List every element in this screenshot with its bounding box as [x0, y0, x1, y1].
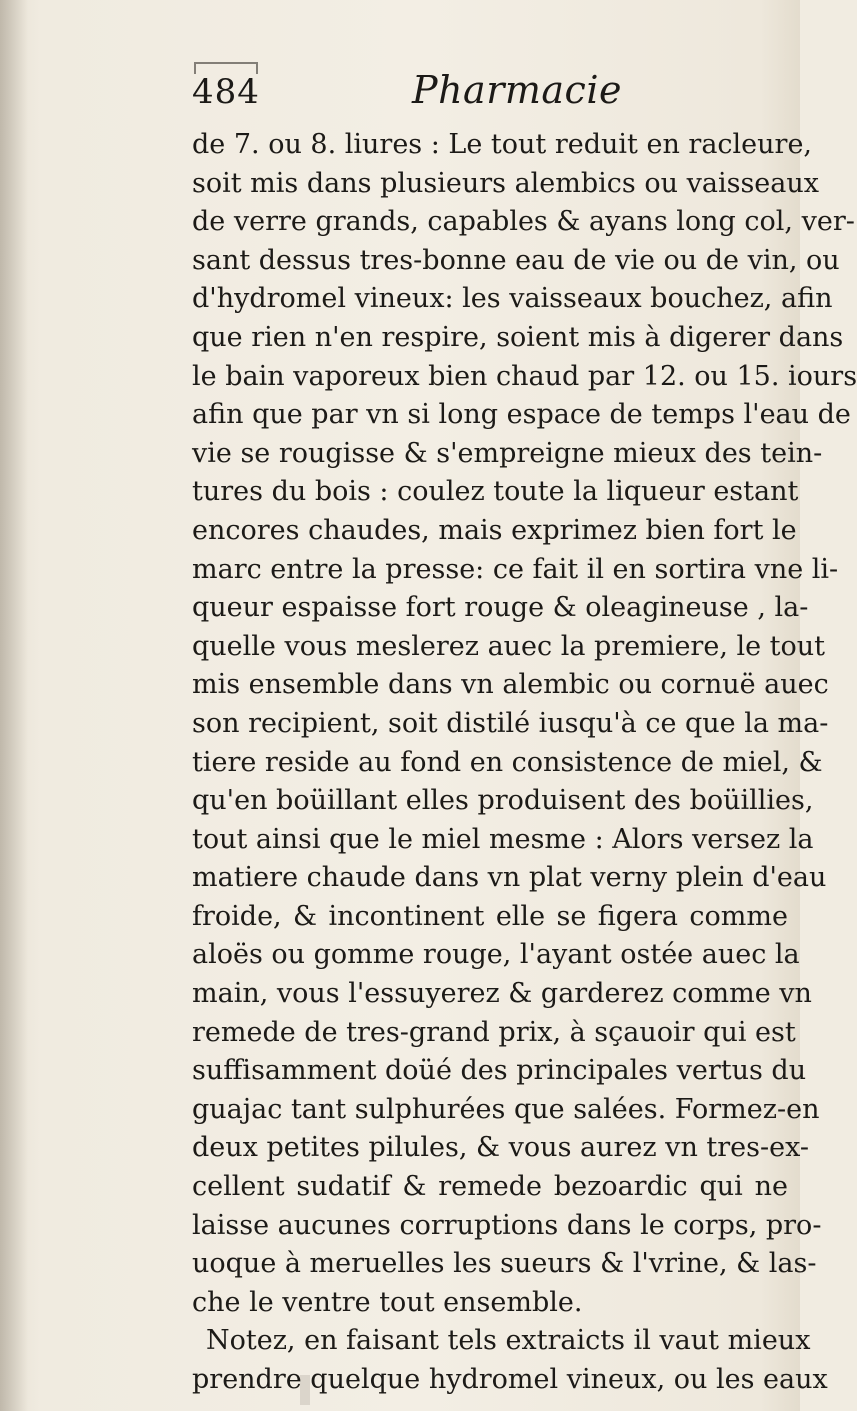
text-line: tiere reside au fond en consistence de miel, &	[192, 746, 823, 778]
text-line: tout ainsi que le miel mesme : Alors versez la	[192, 823, 814, 855]
running-title: Pharmacie	[412, 68, 622, 112]
text-line: son recipient, soit distilé iusqu'à ce que la ma-	[192, 707, 829, 739]
text-line: que rien n'en respire, soient mis à digerer dans	[192, 321, 844, 353]
text-line: guajac tant sulphurées que salées. Formez-en	[192, 1093, 820, 1125]
text-line: remede de tres-grand prix, à sçauoir qui est	[192, 1016, 796, 1048]
body-text	[192, 126, 857, 1400]
text-line: tures du bois : coulez toute la liqueur estant	[192, 476, 799, 508]
paper-smudge	[300, 1375, 310, 1405]
page-edge-shadow	[0, 0, 28, 1411]
text-line: prendre quelque hydromel vineux, ou les eaux	[192, 1364, 828, 1395]
text-line-paragraph-end: che le ventre tout ensemble.	[192, 1286, 583, 1318]
text-line: qu'en boüillant elles produisent des boüillies,	[192, 785, 814, 817]
text-line: uoque à meruelles les sueurs & l'vrine, & las-	[192, 1248, 817, 1280]
text-line: suffisamment doüé des principales vertus du	[192, 1055, 807, 1087]
text-line: deux petites pilules, & vous aurez vn tres-ex-	[192, 1132, 809, 1164]
page-number: 484	[192, 72, 260, 112]
text-line: de verre grands, capables & ayans long col, ver-	[192, 206, 855, 238]
text-line: vie se rougisse & s'empreigne mieux des tein-	[192, 437, 823, 469]
text-line: soit mis dans plusieurs alembics ou vaisseaux	[192, 167, 819, 199]
text-line: sant dessus tres-bonne eau de vie ou de vin, ou	[192, 244, 840, 276]
text-line: afin que par vn si long espace de temps l'eau de	[192, 399, 851, 431]
text-line: aloës ou gomme rouge, l'ayant ostée auec la	[192, 939, 800, 971]
text-line: queur espaisse fort rouge & oleagineuse , la-	[192, 592, 809, 624]
text-line: main, vous l'essuyerez & garderez comme vn	[192, 978, 812, 1010]
text-line: d'hydromel vineux: les vaisseaux bouchez, afin	[192, 283, 833, 315]
text-line: marc entre la presse: ce fait il en sortira vne li-	[192, 553, 839, 585]
running-head	[192, 68, 792, 120]
text-line: matiere chaude dans vn plat verny plein d'eau	[192, 862, 827, 894]
text-line: mis ensemble dans vn alembic ou cornuë auec	[192, 669, 829, 701]
text-line: de 7. ou 8. liures : Le tout reduit en racleure,	[192, 129, 813, 160]
text-line: cellent sudatif & remede bezoardic qui ne	[192, 1171, 788, 1203]
text-line: froide, & incontinent elle se figera comme	[192, 900, 788, 932]
text-line-paragraph-start: Notez, en faisant tels extraicts il vaut mieux	[206, 1325, 811, 1357]
text-line: le bain vaporeux bien chaud par 12. ou 15. iours	[192, 360, 857, 392]
text-line: encores chaudes, mais exprimez bien fort le	[192, 514, 797, 546]
text-line: laisse aucunes corruptions dans le corps, pro-	[192, 1209, 822, 1241]
text-line: quelle vous meslerez auec la premiere, le tout	[192, 630, 826, 662]
